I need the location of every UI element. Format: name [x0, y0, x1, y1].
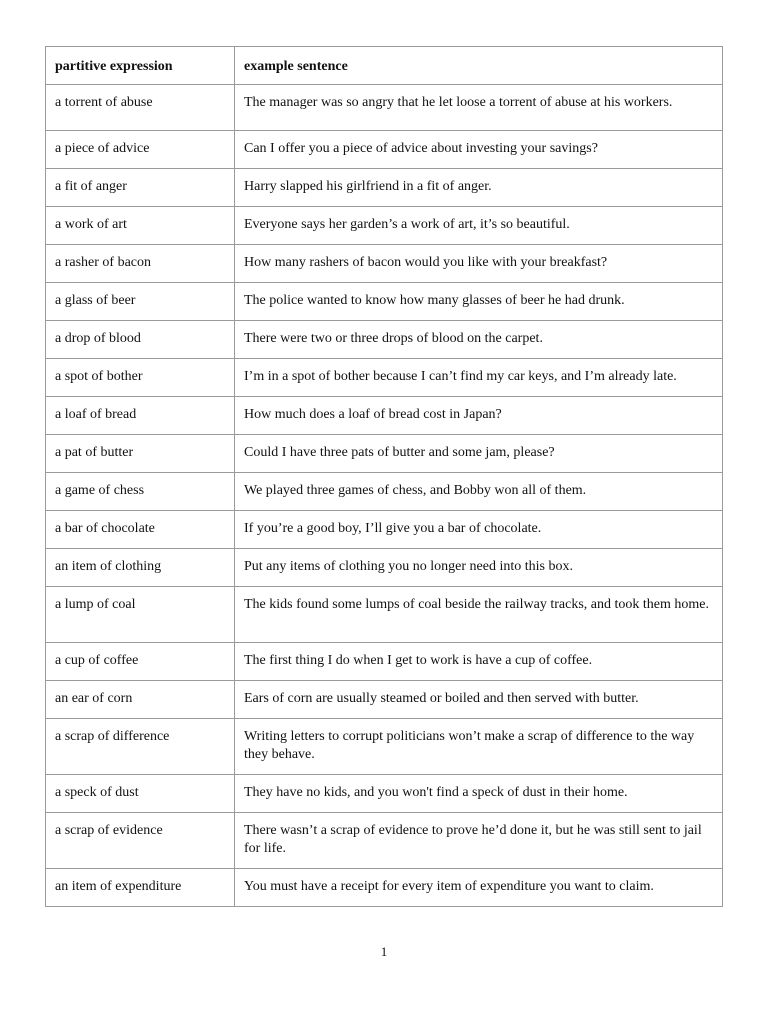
expression-cell: a game of chess — [46, 473, 235, 511]
table-row — [46, 321, 723, 359]
sentence-cell: I’m in a spot of bother because I can’t find my car keys, and I’m already late. — [235, 359, 723, 397]
table-row — [46, 473, 723, 511]
table-row — [46, 719, 723, 775]
expression-cell: a fit of anger — [46, 169, 235, 207]
sentence-cell: They have no kids, and you won't find a speck of dust in their home. — [235, 775, 723, 813]
sentence-cell: Can I offer you a piece of advice about investing your savings? — [235, 131, 723, 169]
sentence-cell: Harry slapped his girlfriend in a fit of anger. — [235, 169, 723, 207]
sentence-cell: There were two or three drops of blood on the carpet. — [235, 321, 723, 359]
table-row — [46, 549, 723, 587]
expression-cell: a speck of dust — [46, 775, 235, 813]
expression-cell: a pat of butter — [46, 435, 235, 473]
expression-cell: a piece of advice — [46, 131, 235, 169]
table-row — [46, 587, 723, 643]
header-partitive-expression: partitive expression — [46, 47, 235, 85]
sentence-cell: There wasn’t a scrap of evidence to prove he’d done it, but he was still sent to jail for life. — [235, 813, 723, 869]
expression-cell: a torrent of abuse — [46, 85, 235, 131]
expression-cell: a scrap of evidence — [46, 813, 235, 869]
sentence-cell: We played three games of chess, and Bobby won all of them. — [235, 473, 723, 511]
table-row — [46, 813, 723, 869]
sentence-cell: If you’re a good boy, I’ll give you a bar of chocolate. — [235, 511, 723, 549]
expression-cell: an item of expenditure — [46, 869, 235, 907]
sentence-cell: The kids found some lumps of coal beside the railway tracks, and took them home. — [235, 587, 723, 643]
sentence-cell: How many rashers of bacon would you like with your breakfast? — [235, 245, 723, 283]
sentence-cell: The manager was so angry that he let loose a torrent of abuse at his workers. — [235, 85, 723, 131]
table-row — [46, 643, 723, 681]
table-row — [46, 397, 723, 435]
table-row — [46, 359, 723, 397]
sentence-cell: The police wanted to know how many glasses of beer he had drunk. — [235, 283, 723, 321]
sentence-cell: Put any items of clothing you no longer need into this box. — [235, 549, 723, 587]
table-row — [46, 435, 723, 473]
expression-cell: a glass of beer — [46, 283, 235, 321]
expression-cell: a drop of blood — [46, 321, 235, 359]
sentence-cell: Could I have three pats of butter and some jam, please? — [235, 435, 723, 473]
expression-cell: a loaf of bread — [46, 397, 235, 435]
table-row — [46, 681, 723, 719]
expression-cell: an ear of corn — [46, 681, 235, 719]
expression-cell: a work of art — [46, 207, 235, 245]
expression-cell: a rasher of bacon — [46, 245, 235, 283]
sentence-cell: How much does a loaf of bread cost in Japan? — [235, 397, 723, 435]
table-row — [46, 869, 723, 907]
expression-cell: an item of clothing — [46, 549, 235, 587]
sentence-cell: The first thing I do when I get to work is have a cup of coffee. — [235, 643, 723, 681]
table-row — [46, 207, 723, 245]
table-header-row — [46, 47, 723, 85]
sentence-cell: Everyone says her garden’s a work of art, it’s so beautiful. — [235, 207, 723, 245]
page-number: 1 — [380, 944, 388, 959]
expression-cell: a spot of bother — [46, 359, 235, 397]
table-row — [46, 511, 723, 549]
table-row — [46, 775, 723, 813]
sentence-cell: Writing letters to corrupt politicians won’t make a scrap of difference to the way they behave. — [235, 719, 723, 775]
expression-cell: a cup of coffee — [46, 643, 235, 681]
expression-cell: a scrap of difference — [46, 719, 235, 775]
table-row — [46, 169, 723, 207]
sentence-cell: Ears of corn are usually steamed or boiled and then served with butter. — [235, 681, 723, 719]
expression-cell: a bar of chocolate — [46, 511, 235, 549]
table-row — [46, 245, 723, 283]
header-example-sentence: example sentence — [235, 47, 723, 85]
table-row — [46, 85, 723, 131]
table-row — [46, 283, 723, 321]
sentence-cell: You must have a receipt for every item of expenditure you want to claim. — [235, 869, 723, 907]
table-row — [46, 131, 723, 169]
expression-cell: a lump of coal — [46, 587, 235, 643]
partitive-expressions-table — [45, 46, 723, 907]
